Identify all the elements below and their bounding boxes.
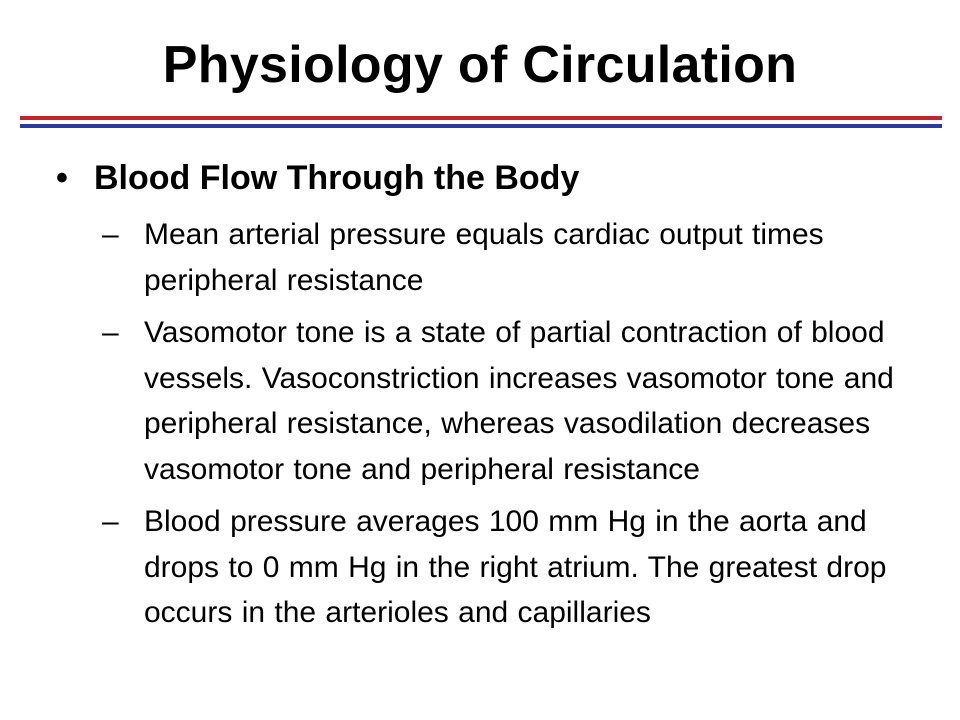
- sub-bullet-list: [102, 212, 922, 643]
- sub-bullet-vasomotor-tone: [102, 310, 922, 492]
- dash-marker: –: [102, 316, 119, 349]
- sub-bullet-text: Vasomotor tone is a state of partial contraction of blood vessels. Vasoconstriction increases vasomotor tone and peripheral resistance, whereas vasodilation decreases vasomotor tone and peripheral resistance: [144, 316, 894, 486]
- sub-bullet-cardiac-output: [102, 212, 922, 303]
- bullet-marker: •: [56, 159, 68, 197]
- main-bullet-text: Blood Flow Through the Body: [94, 159, 580, 197]
- sub-bullet-blood-pressure: [102, 499, 922, 636]
- sub-bullet-text: Mean arterial pressure equals cardiac output times peripheral resistance: [144, 218, 824, 297]
- sub-bullet-text: Blood pressure averages 100 mm Hg in the aorta and drops to 0 mm Hg in the right atrium. The greatest drop occurs in the arterioles and capillaries: [144, 505, 887, 629]
- dash-marker: –: [102, 218, 119, 251]
- main-bullet: [56, 150, 579, 206]
- slide-title: Physiology of Circulation: [162, 36, 798, 94]
- dash-marker: –: [102, 505, 119, 538]
- title-divider-red: [20, 116, 942, 120]
- title-divider-blue: [20, 124, 942, 128]
